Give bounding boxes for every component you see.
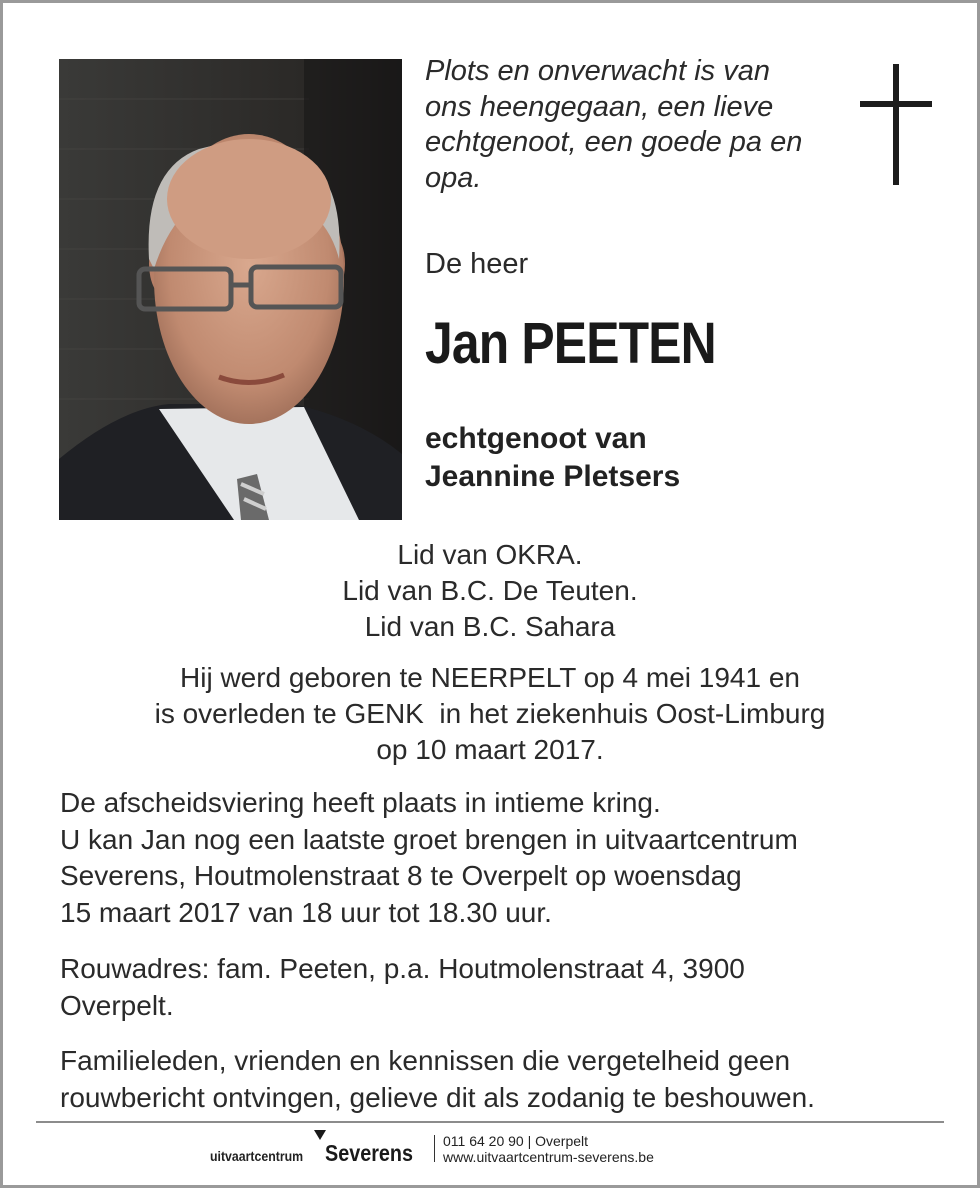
intro-line: ons heengegaan, een lieve bbox=[425, 90, 774, 123]
birth-death-info bbox=[0, 660, 980, 768]
contact-phone-location: 011 64 20 90 | Overpelt bbox=[443, 1133, 589, 1149]
address-line: Overpelt. bbox=[60, 989, 174, 1021]
ceremony-line: 15 maart 2017 van 18 uur tot 18.30 uur. bbox=[60, 896, 552, 928]
deceased-name: Jan PEETEN bbox=[425, 311, 716, 376]
closing-line: Familieleden, vrienden en kennissen die vergetelheid geen bbox=[60, 1045, 791, 1076]
birth-death-line: Hij werd geboren te NEERPELT op 4 mei 1941 en bbox=[180, 662, 800, 693]
birth-death-line: op 10 maart 2017. bbox=[376, 734, 604, 765]
address-line: Rouwadres: fam. Peeten, p.a. Houtmolenstraat 4, 3900 bbox=[60, 953, 745, 984]
address-paragraph bbox=[60, 951, 940, 1024]
latin-cross-icon bbox=[860, 64, 932, 186]
spouse-info bbox=[425, 420, 680, 496]
membership-item: Lid van OKRA. bbox=[397, 539, 583, 570]
footer-separator bbox=[434, 1135, 435, 1162]
intro-line: opa. bbox=[425, 161, 482, 194]
ceremony-line: De afscheidsviering heeft plaats in intieme kring. bbox=[60, 787, 661, 818]
portrait-photo bbox=[59, 59, 402, 520]
footer-divider bbox=[36, 1121, 944, 1123]
closing-line: rouwbericht ontvingen, gelieve dit als zodanig te beshouwen. bbox=[60, 1081, 815, 1113]
intro-line: echtgenoot, een goede pa en bbox=[425, 126, 803, 158]
memberships bbox=[0, 537, 980, 645]
brand-name: Severens bbox=[325, 1140, 413, 1166]
birth-death-line: is overleden te GENK in het ziekenhuis Oost-Limburg bbox=[154, 698, 826, 729]
membership-item: Lid van B.C. De Teuten. bbox=[342, 575, 638, 606]
website-link[interactable]: www.uitvaartcentrum-severens.be bbox=[443, 1149, 654, 1165]
triangle-down-icon bbox=[314, 1130, 326, 1140]
spouse-line: echtgenoot van bbox=[425, 422, 647, 455]
intro-line: Plots en onverwacht is van bbox=[425, 55, 770, 87]
salutation: De heer bbox=[425, 248, 529, 280]
intro-text bbox=[425, 54, 845, 196]
brand-small-text: uitvaartcentrum bbox=[210, 1148, 304, 1164]
ceremony-line: U kan Jan nog een laatste groet brengen in uitvaartcentrum bbox=[60, 823, 798, 855]
ceremony-paragraph bbox=[60, 785, 940, 931]
closing-paragraph bbox=[60, 1043, 940, 1116]
spouse-line: Jeannine Pletsers bbox=[425, 460, 681, 493]
footer-contact bbox=[443, 1133, 654, 1165]
membership-item: Lid van B.C. Sahara bbox=[364, 611, 616, 642]
ceremony-line: Severens, Houtmolenstraat 8 te Overpelt op woensdag bbox=[60, 860, 742, 891]
